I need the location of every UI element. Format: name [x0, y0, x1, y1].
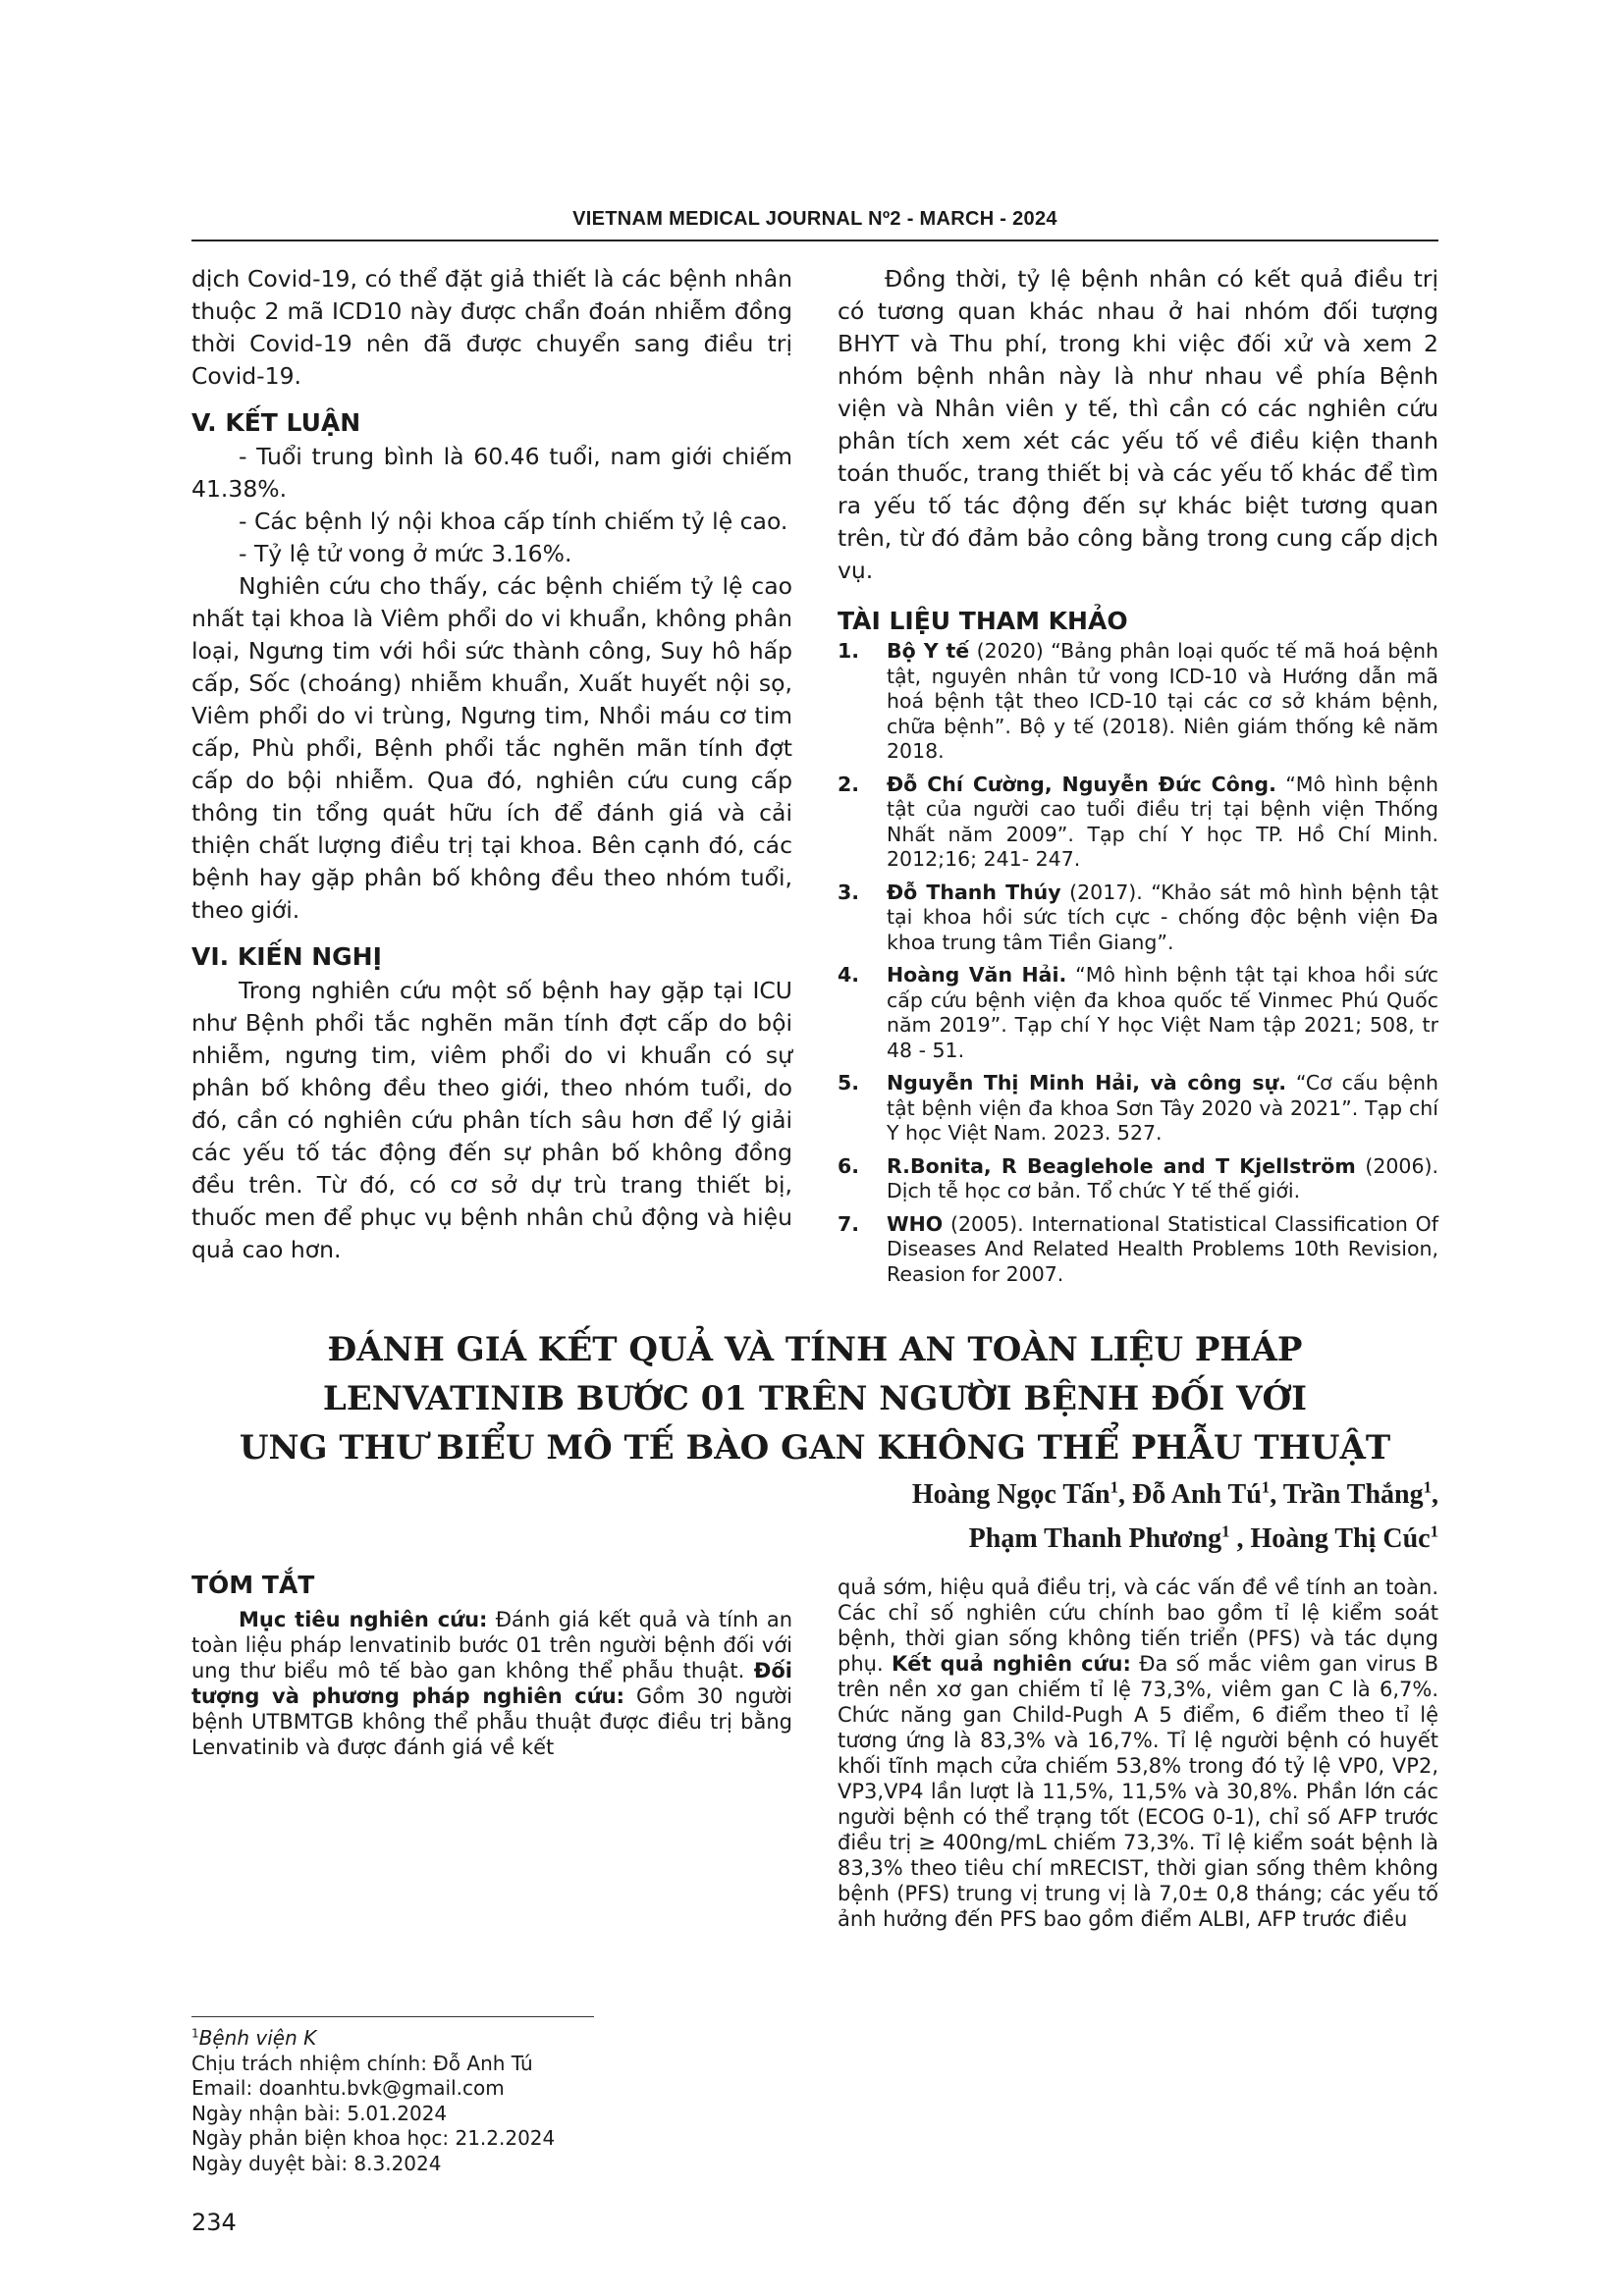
right-paragraph: Đồng thời, tỷ lệ bệnh nhân có kết quả điều trị có tương quan khác nhau ở hai nhóm đối tượng BHYT và Thu phí, trong khi việc đối xử và xem 2 nhóm bệnh nhân này là như nhau về phía Bệnh viện và Nhân viên y tế, thì cần có các nghiên cứu phân tích xem xét các yếu tố về điều kiện thanh toán thuốc, trang thiết bị và các yếu tố khác để tìm ra yếu tố tác động đến sự khác biệt tương quan trên, từ đó đảm bảo công bằng trong cung cấp dịch vụ.: [838, 265, 1438, 584]
approved-date: Ngày duyệt bài: 8.3.2024: [191, 2151, 442, 2175]
affiliation: Bệnh viện K: [198, 2026, 317, 2050]
reference-item: 3. Đỗ Thanh Thúy (2017). “Khảo sát mô hình bệnh tật tại khoa hồi sức tích cực - chống độc bệnh viện Đa khoa trung tâm Tiền Giang”.: [838, 880, 1438, 954]
author-name: Trần Thắng: [1282, 1479, 1424, 1510]
title-line: ĐÁNH GIÁ KẾT QUẢ VÀ TÍNH AN TOÀN LIỆU PHÁP: [327, 1330, 1303, 1369]
intro-paragraph: dịch Covid-19, có thể đặt giả thiết là các bệnh nhân thuộc 2 mã ICD10 này được chẩn đoán nhiễm đồng thời Covid-19 nên đã được chuyển sang điều trị Covid-19.: [191, 265, 792, 390]
conclusion-item: - Tỷ lệ tử vong ở mức 3.16%.: [239, 540, 572, 567]
summary-left-column: [191, 1569, 792, 1760]
left-column: [191, 263, 792, 1266]
conclusion-item: - Các bệnh lý nội khoa cấp tính chiếm tỷ lệ cao.: [239, 507, 788, 535]
title-line: UNG THƯ BIỂU MÔ TẾ BÀO GAN KHÔNG THỂ PHẪU THUẬT: [239, 1428, 1391, 1468]
section-6-heading: VI. KIẾN NGHỊ: [191, 942, 382, 971]
page-number: 234: [191, 2209, 237, 2236]
author-name: Phạm Thanh Phương: [968, 1523, 1222, 1554]
summary-heading: TÓM TẮT: [191, 1571, 315, 1599]
recommendation-paragraph: Trong nghiên cứu một số bệnh hay gặp tại ICU như Bệnh phổi tắc nghẽn mãn tính đợt cấp do bội nhiễm, ngưng tim, viêm phổi do vi khuẩn có sự phân bố không đều theo giới, theo nhóm tuổi, do đó, cần có nghiên cứu phân tích sâu hơn để lý giải các yếu tố tác động đến sự phân bố không đồng đều trên. Từ đó, có cơ sở dự trù trang thiết bị, thuốc men để phục vụ bệnh nhân chủ động và hiệu quả cao hơn.: [191, 977, 792, 1263]
title-line: LENVATINIB BƯỚC 01 TRÊN NGƯỜI BỆNH ĐỐI VỚI: [322, 1379, 1308, 1418]
author-name: Hoàng Thị Cúc: [1250, 1523, 1431, 1554]
summary-paragraph: Mục tiêu nghiên cứu: Đánh giá kết quả và tính an toàn liệu pháp lenvatinib bước 01 trên người bệnh đối với ung thư biểu mô tế bào gan không thể phẫu thuật. Đối tượng và phương pháp nghiên cứu: Gồm 30 người bệnh UTBMTGB không thể phẫu thuật được điều trị bằng Lenvatinib và được đánh giá về kết: [191, 1608, 793, 1759]
summary-continued: quả sớm, hiệu quả điều trị, và các vấn đề về tính an toàn. Các chỉ số nghiên cứu chính bao gồm tỉ lệ kiểm soát bệnh, thời gian sống không tiến triển (PFS) và tác dụng phụ. Kết quả nghiên cứu: Đa số mắc viêm gan virus B trên nền xơ gan chiếm tỉ lệ 73,3%, viêm gan C là 6,7%. Chức năng gan Child-Pugh A 5 điểm, 6 điểm theo tỉ lệ tương ứng là 83,3% và 16,7%. Tỉ lệ người bệnh có huyết khối tĩnh mạch cửa chiếm 53,8% trong đó tỷ lệ VP0, VP2, VP3,VP4 lần lượt là 11,5%, 11,5% và 30,8%. Phần lớn các người bệnh có thể trạng tốt (ECOG 0-1), chỉ số AFP trước điều trị ≥ 400ng/mL chiếm 73,3%. Tỉ lệ kiểm soát bệnh là 83,3% theo tiêu chí mRECIST, thời gian sống thêm không bệnh (PFS) trung vị trung vị là 7,0± 0,8 tháng; các yếu tố ảnh hưởng đến PFS bao gồm điểm ALBI, AFP trước điều: [838, 1575, 1438, 1931]
header-rule: [191, 240, 1438, 241]
responsible-author: Chịu trách nhiệm chính: Đỗ Anh Tú: [191, 2051, 533, 2075]
reference-item: 6. R.Bonita, R Beaglehole and T Kjellström (2006). Dịch tễ học cơ bản. Tổ chức Y tế thế giới.: [838, 1153, 1439, 1202]
summary-right-column: [838, 1575, 1438, 1932]
conclusion-paragraph: Nghiên cứu cho thấy, các bệnh chiếm tỷ lệ cao nhất tại khoa là Viêm phổi do vi khuẩn, không phân loại, Ngưng tim với hồi sức thành công, Suy hô hấp cấp, Sốc (choáng) nhiễm khuẩn, Xuất huyết nội sọ, Viêm phổi do vi trùng, Ngưng tim, Nhồi máu cơ tim cấp, Phù phổi, Bệnh phổi tắc nghẽn mãn tính đợt cấp do bội nhiễm. Qua đó, nghiên cứu cung cấp thông tin tổng quát hữu ích để đánh giá và cải thiện chất lượng điều trị tại khoa. Bên cạnh đó, các bệnh hay gặp phân bố không đều theo nhóm tuổi, theo giới.: [191, 572, 792, 924]
reference-item: 4. Hoàng Văn Hải. “Mô hình bệnh tật tại khoa hồi sức cấp cứu bệnh viện đa khoa quốc tế Vinmec Phú Quốc năm 2019”. Tạp chí Y học Việt Nam tập 2021; 508, tr 48 - 51.: [838, 963, 1439, 1062]
email: Email: doanhtu.bvk@gmail.com: [191, 2076, 505, 2100]
author-name: Hoàng Ngọc Tấn: [911, 1479, 1110, 1510]
received-date: Ngày nhận bài: 5.01.2024: [191, 2101, 448, 2125]
reference-item: 2. Đỗ Chí Cường, Nguyễn Đức Công. “Mô hình bệnh tật của người cao tuổi điều trị tại bệnh viện Thống Nhất năm 2009”. Tạp chí Y học TP. Hồ Chí Minh. 2012;16; 241- 247.: [838, 772, 1438, 871]
article-title: [191, 1325, 1438, 1472]
author-name: Đỗ Anh Tú: [1132, 1479, 1262, 1510]
journal-header: VIETNAM MEDICAL JOURNAL Nº2 - MARCH - 2024: [572, 208, 1057, 230]
reference-item: 1. Bộ Y tế (2020) “Bảng phân loại quốc tế mã hoá bệnh tật, nguyên nhân tử vong ICD-10 và Hướng dẫn mã hoá bệnh tật theo ICD-10 tại các cơ sở khám bệnh, chữa bệnh”. Bộ y tế (2018). Niên giám thống kê năm 2018.: [838, 639, 1438, 763]
right-column: [838, 263, 1438, 1295]
section-5-heading: V. KẾT LUẬN: [191, 408, 361, 437]
footnote-rule: [191, 2016, 594, 2017]
reference-item: 5. Nguyễn Thị Minh Hải, và công sự. “Cơ cấu bệnh tật bệnh viện đa khoa Sơn Tây 2020 và 2021”. Tạp chí Y học Việt Nam. 2023. 527.: [838, 1071, 1438, 1145]
reviewed-date: Ngày phản biện khoa học: 21.2.2024: [191, 2126, 556, 2150]
reference-item: 7. WHO (2005). International Statistical Classification Of Diseases And Related Health Problems 10th Revision, Reasion for 2007.: [838, 1211, 1438, 1286]
author-list: Hoàng Ngọc Tấn$^1$, Đỗ Anh $Tú^1$, Trần Thắng$^1$, Phạm Thanh Phương$^1$ , Hoàng Thị Cúc$^1$: [911, 1477, 1438, 1554]
references-heading: TÀI LIỆU THAM KHẢO: [838, 607, 1128, 635]
footnote: $^1$Bệnh viện K Chịu trách nhiệm chính: Đỗ Anh Tú Email: doanhtu.bvk@gmail.com Ngày nhận bài: 5.01.2024 Ngày phản biện khoa học: 21.2.2024 Ngày duyệt bài: 8.3.2024: [191, 2026, 604, 2176]
conclusion-item: - Tuổi trung bình là 60.46 tuổi, nam giới chiếm 41.38%.: [191, 443, 792, 503]
references-list: [838, 639, 1438, 1287]
